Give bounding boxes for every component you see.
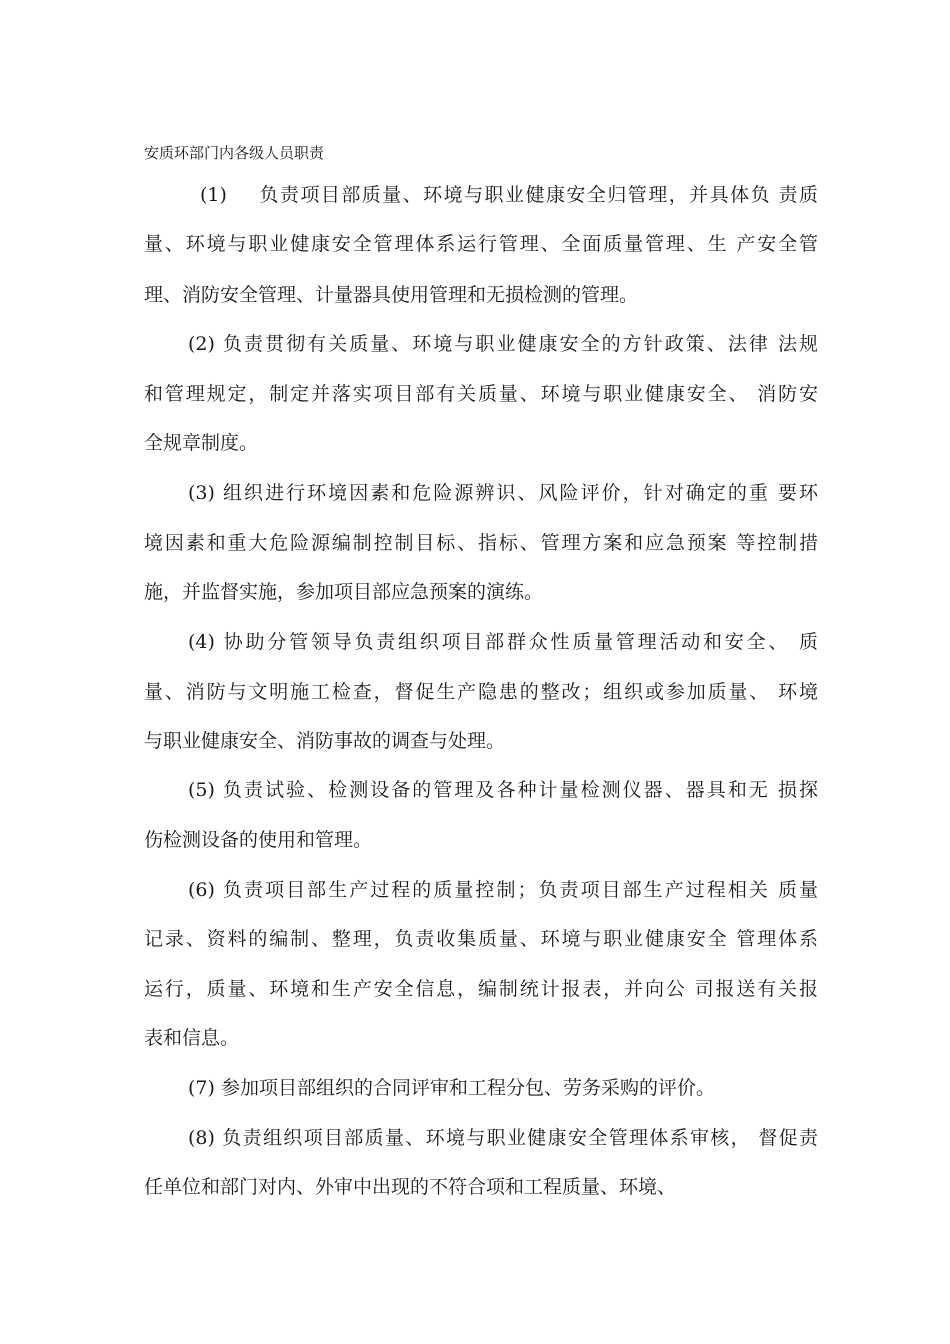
paragraph-8-line-1 [188, 1125, 818, 1151]
paragraph-5-line-1 [188, 777, 818, 803]
item-marker-6: (6) [188, 879, 215, 901]
paragraph-1-line-3: 理、消防安全管理、计量器具使用管理和无损检测的管理。 [144, 284, 639, 306]
paragraph-2-line-2: 和管理规定，制定并落实项目部有关质量、环境与职业健康安全、 消防安 [144, 383, 818, 405]
paragraph-2-line-3: 全规章制度。 [144, 432, 259, 454]
paragraph-text: 负责组织项目部质量、环境与职业健康安全管理体系审核， 督促责 [222, 1127, 818, 1149]
item-marker-1: (1) [200, 184, 227, 206]
paragraph-3-line-1 [188, 480, 818, 506]
item-marker-8: (8) [188, 1127, 215, 1149]
paragraph-4-line-3: 与职业健康安全、消防事故的调查与处理。 [144, 730, 506, 752]
item-marker-7: (7) [188, 1077, 215, 1099]
paragraph-6-line-2: 记录、资料的编制、整理，负责收集质量、环境与职业健康安全 管理体系 [144, 928, 818, 950]
paragraph-text: 参加项目部组织的合同评审和工程分包、劳务采购的评价。 [220, 1077, 715, 1099]
paragraph-text: 负责项目部生产过程的质量控制；负责项目部生产过程相关 质量 [223, 879, 818, 901]
paragraph-2-line-1 [188, 331, 818, 357]
paragraph-3-line-2: 境因素和重大危险源编制控制目标、指标、管理方案和应急预案 等控制措 [144, 532, 818, 554]
paragraph-text: 协助分管领导负责组织项目部群众性质量管理活动和安全、 质 [223, 631, 818, 653]
paragraph-8-line-2: 任单位和部门对内、外审中出现的不符合项和工程质量、环境、 [144, 1176, 677, 1198]
paragraph-4-line-1 [188, 629, 818, 655]
paragraph-text: 组织进行环境因素和危险源辨识、风险评价，针对确定的重 要环 [223, 482, 818, 504]
paragraph-text: 负责贯彻有关质量、环境与职业健康安全的方针政策、法律 法规 [223, 333, 818, 355]
paragraph-text: 负责试验、检测设备的管理及各种计量检测仪器、器具和无 损探 [223, 779, 818, 801]
paragraph-1-line-2: 量、环境与职业健康安全管理体系运行管理、全面质量管理、生 产安全管 [144, 233, 818, 255]
document-title: 安质环部门内各级人员职责 [144, 144, 325, 162]
item-marker-2: (2) [188, 333, 215, 355]
paragraph-6-line-1 [188, 877, 818, 903]
paragraph-6-line-3: 运行，质量、环境和生产安全信息，编制统计报表，并向公 司报送有关报 [144, 978, 818, 1000]
item-marker-4: (4) [188, 631, 215, 653]
paragraph-7-line-1 [188, 1075, 818, 1101]
item-marker-3: (3) [188, 482, 215, 504]
paragraph-1-line-1 [200, 182, 818, 208]
item-marker-5: (5) [188, 779, 215, 801]
paragraph-text: 负责项目部质量、环境与职业健康安全归管理，并具体负 责质 [258, 184, 818, 206]
paragraph-4-line-2: 量、消防与文明施工检查，督促生产隐患的整改；组织或参加质量、 环境 [144, 681, 818, 703]
paragraph-3-line-3: 施，并监督实施，参加项目部应急预案的演练。 [144, 581, 544, 603]
paragraph-6-line-4: 表和信息。 [144, 1027, 240, 1049]
paragraph-5-line-2: 伤检测设备的使用和管理。 [144, 829, 373, 851]
